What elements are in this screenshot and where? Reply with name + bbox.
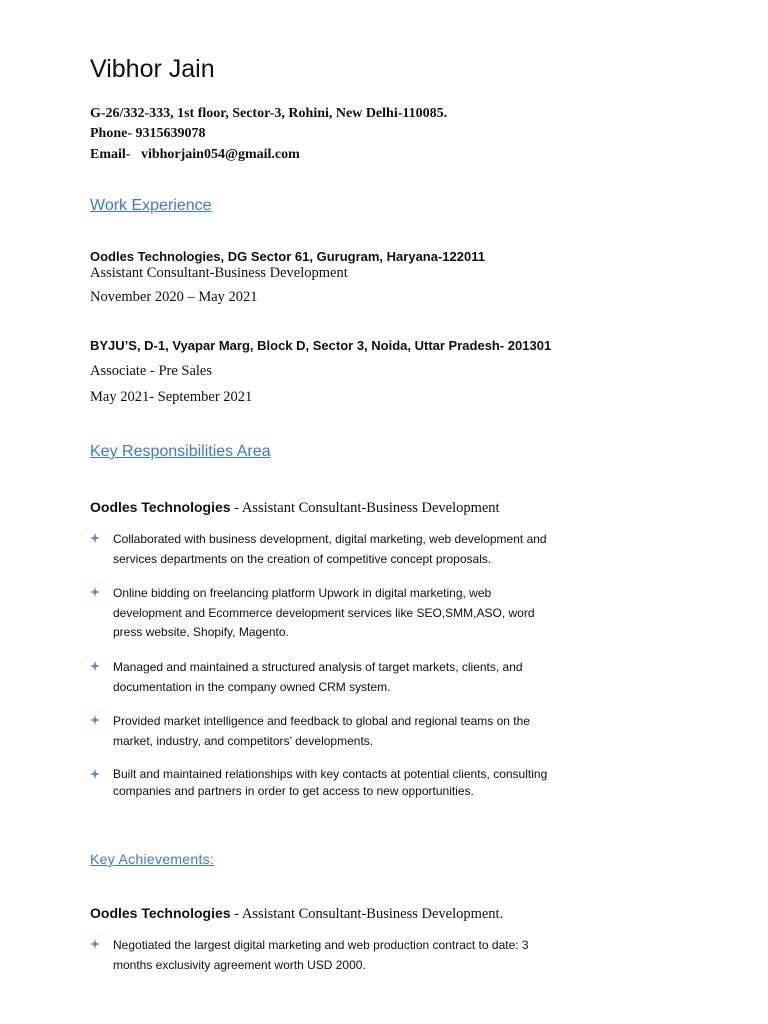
candidate-name: Vibhor Jain <box>90 55 215 83</box>
job-1-title: Assistant Consultant-Business Development <box>90 265 348 281</box>
diamond-bullet-icon <box>90 939 100 949</box>
address-line: G-26/332-333, 1st floor, Sector-3, Rohini, New Delhi-110085. <box>90 106 448 121</box>
email-line: Email- vibhorjain054@gmail.com <box>90 147 300 162</box>
achievement-text: Negotiated the largest digital marketing and web production contract to date: 3 months exclusivity agreement worth USD 2000. <box>113 938 529 972</box>
job-2-dates: May 2021- September 2021 <box>90 389 253 405</box>
job-1-dates: November 2020 – May 2021 <box>90 289 258 305</box>
job-2-title: Associate - Pre Sales <box>90 363 213 379</box>
responsibilities-role: - Assistant Consultant-Business Development <box>230 500 500 516</box>
responsibilities-role-line <box>90 499 500 517</box>
diamond-bullet-icon <box>90 533 100 543</box>
achievements-role: - Assistant Consultant-Business Development. <box>230 906 504 922</box>
diamond-bullet-icon <box>90 715 100 725</box>
responsibility-text: Provided market intelligence and feedback to global and regional teams on the market, industry, and competitors’ developments. <box>113 714 530 748</box>
responsibilities-company: Oodles Technologies <box>90 499 231 515</box>
diamond-bullet-icon <box>90 587 100 597</box>
responsibilities-heading: Key Responsibilities Area <box>90 443 271 460</box>
achievements-company: Oodles Technologies <box>90 905 231 921</box>
responsibility-text: Online bidding on freelancing platform Upwork in digital marketing, web development and Ecommerce development services like SEO,SMM,ASO, word press website, Shopify, Magento. <box>113 586 535 639</box>
diamond-bullet-icon <box>90 769 100 779</box>
phone-line: Phone- 9315639078 <box>90 126 206 141</box>
achievements-role-line <box>90 905 503 923</box>
diamond-bullet-icon <box>90 661 100 671</box>
job-2-company: BYJU’S, D-1, Vyapar Marg, Block D, Sector 3, Noida, Uttar Pradesh- 201301 <box>90 338 552 353</box>
job-1-company: Oodles Technologies, DG Sector 61, Gurugram, Haryana-122011 <box>90 249 485 264</box>
achievements-heading: Key Achievements: <box>90 851 215 867</box>
responsibility-text: Collaborated with business development, digital marketing, web development and services departments on the creation of competitive concept proposals. <box>113 532 547 566</box>
responsibility-text: Managed and maintained a structured analysis of target markets, clients, and documentation in the company owned CRM system. <box>113 660 523 694</box>
responsibility-text: Built and maintained relationships with key contacts at potential clients, consulting companies and partners in order to get access to new opportunities. <box>113 767 548 798</box>
work-experience-heading: Work Experience <box>90 197 212 214</box>
